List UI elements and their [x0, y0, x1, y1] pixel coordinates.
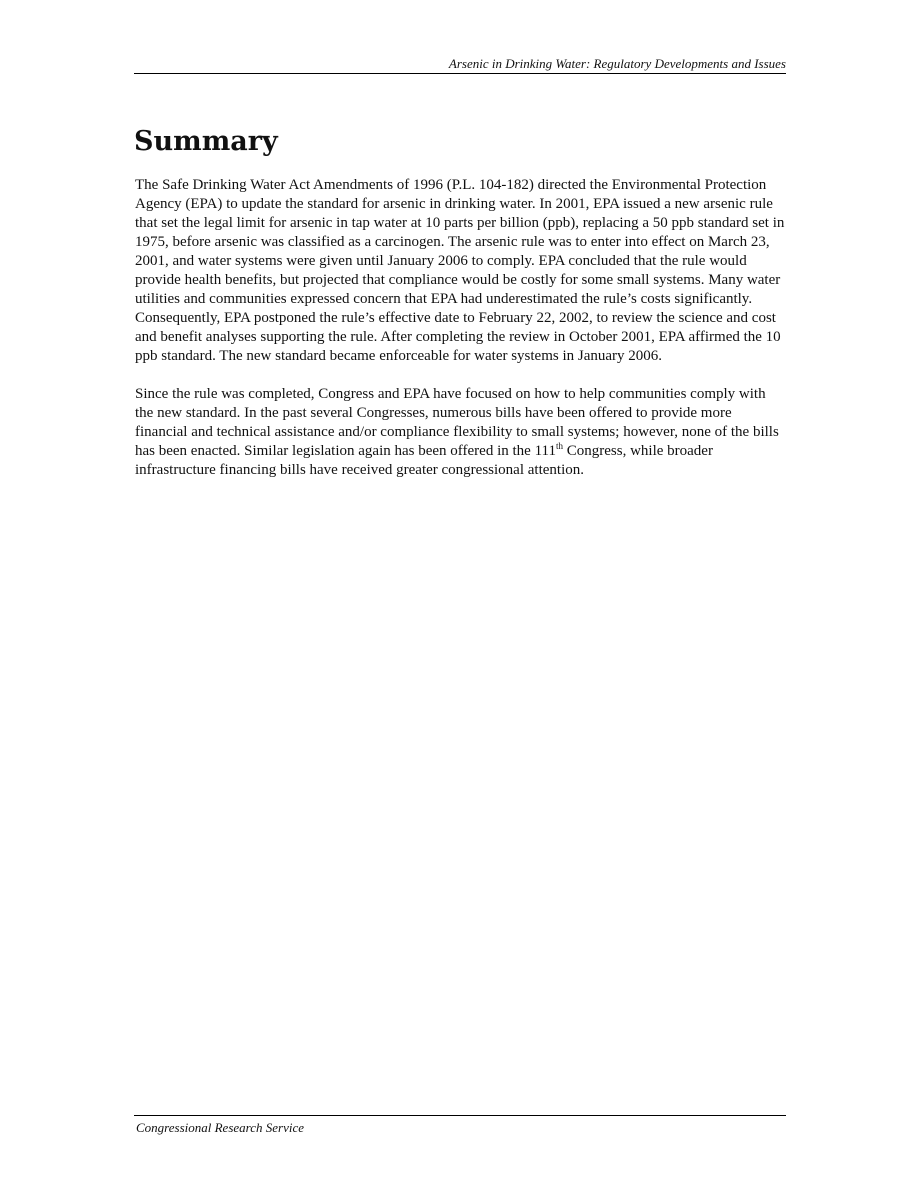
footer-rule	[134, 1115, 786, 1116]
summary-body	[135, 176, 787, 480]
ordinal-superscript: th	[555, 441, 563, 451]
summary-paragraph-2-text: Since the rule was completed, Congress and EPA have focused on how to help communities comply with the new standard. In the past several Congresses, numerous bills have been offered to provide more financial and technical assistance and/or compliance flexibility to small systems; however, none of the bills has been enacted. Similar legislation again has been offered in the 111	[135, 386, 779, 459]
running-footer: Congressional Research Service	[136, 1120, 304, 1135]
summary-paragraph-2-continuation: Congress, while broader infrastructure financing bills have received greater congressional attention.	[135, 443, 713, 478]
page-title: Summary	[134, 126, 278, 157]
running-header-title: Arsenic in Drinking Water: Regulatory Developments and Issues	[448, 56, 786, 71]
summary-paragraph-1: The Safe Drinking Water Act Amendments of 1996 (P.L. 104-182) directed the Environmental Protection Agency (EPA) to update the standard for arsenic in drinking water. In 2001, EPA issued a new arsenic rule that set the legal limit for arsenic in tap water at 10 parts per billion (ppb), replacing a 50 ppb standard set in 1975, before arsenic was classified as a carcinogen. The arsenic rule was to enter into effect on March 23, 2001, and water systems were given until January 2006 to comply. EPA concluded that the rule would provide health benefits, but projected that compliance would be costly for some small systems. Many water utilities and communities expressed concern that EPA had underestimated the rule’s costs significantly. Consequently, EPA postponed the rule’s effective date to February 22, 2002, to review the science and cost and benefit analyses supporting the rule. After completing the review in October 2001, EPA affirmed the 10 ppb standard. The new standard became enforceable for water systems in January 2006.	[135, 177, 785, 364]
summary-paragraph-2	[135, 385, 787, 480]
running-header	[134, 56, 786, 74]
